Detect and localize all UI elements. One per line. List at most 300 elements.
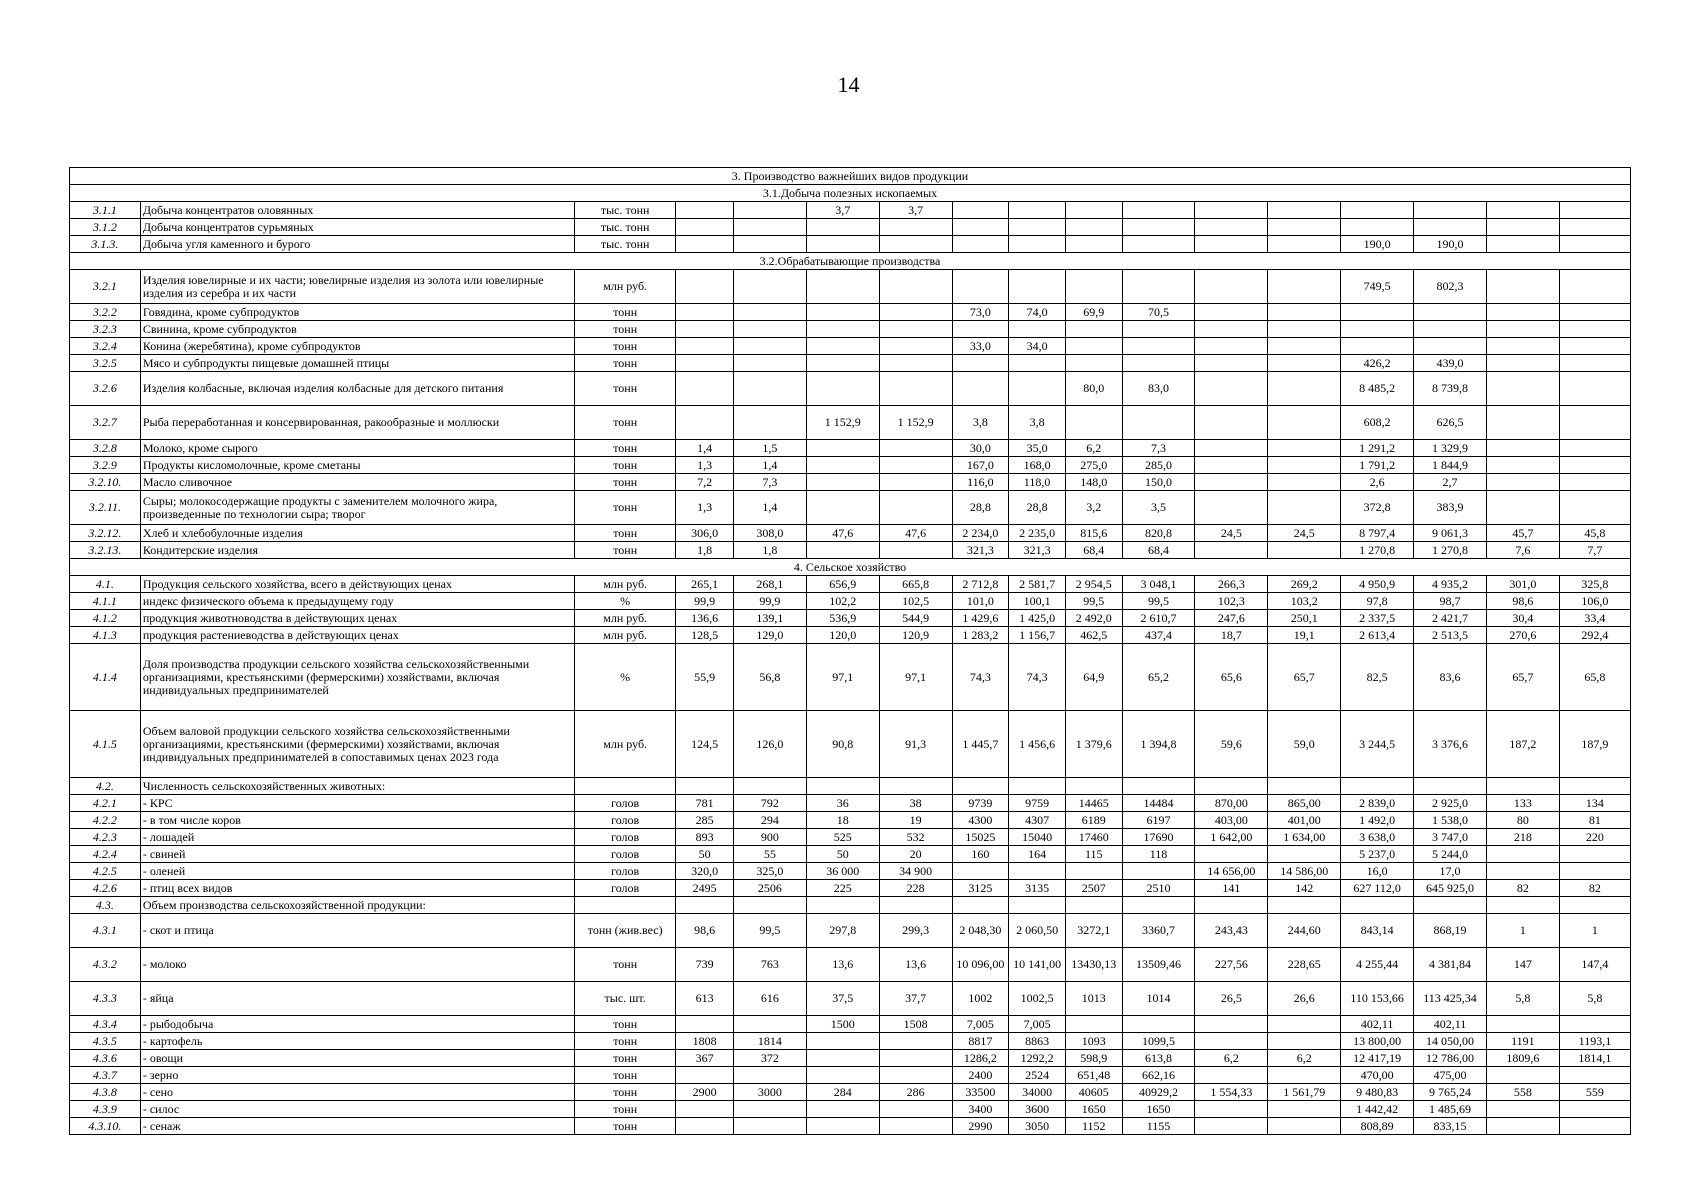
value-cell: 47,6 [879, 525, 952, 542]
value-cell: 28,8 [952, 491, 1009, 525]
row-unit: млн руб. [575, 711, 676, 778]
value-cell: 284 [806, 1084, 879, 1101]
row-code: 4.2.2 [70, 812, 141, 829]
value-cell: 626,5 [1414, 406, 1487, 440]
value-cell: 2990 [952, 1118, 1009, 1135]
value-cell [1414, 202, 1487, 219]
value-cell [879, 321, 952, 338]
value-cell: 17460 [1065, 829, 1122, 846]
value-cell [806, 440, 879, 457]
value-cell [1195, 202, 1268, 219]
row-unit: тонн [575, 457, 676, 474]
value-cell [1195, 304, 1268, 321]
value-cell: 10 096,00 [952, 948, 1009, 982]
row-name: - птиц всех видов [140, 880, 574, 897]
value-cell [879, 897, 952, 914]
value-cell: 1 844,9 [1414, 457, 1487, 474]
value-cell: 1 554,33 [1195, 1084, 1268, 1101]
row-unit: тонн [575, 1067, 676, 1084]
value-cell: 792 [733, 795, 806, 812]
value-cell [1486, 474, 1559, 491]
value-cell [1486, 440, 1559, 457]
value-cell [1195, 321, 1268, 338]
value-cell [806, 491, 879, 525]
value-cell [676, 236, 734, 253]
value-cell: 1650 [1122, 1101, 1195, 1118]
value-cell: 865,00 [1268, 795, 1341, 812]
row-unit: голов [575, 829, 676, 846]
value-cell: 228 [879, 880, 952, 897]
row-unit: тонн [575, 406, 676, 440]
value-cell [676, 1118, 734, 1135]
value-cell [1065, 406, 1122, 440]
value-cell: 833,15 [1414, 1118, 1487, 1135]
value-cell: 55,9 [676, 644, 734, 711]
value-cell: 9759 [1009, 795, 1066, 812]
value-cell: 74,0 [1009, 304, 1066, 321]
value-cell: 99,9 [676, 593, 734, 610]
row-code: 4.1.1 [70, 593, 141, 610]
value-cell [1268, 440, 1341, 457]
value-cell: 1292,2 [1009, 1050, 1066, 1067]
value-cell: 1 156,7 [1009, 627, 1066, 644]
value-cell [806, 372, 879, 406]
value-cell: 139,1 [733, 610, 806, 627]
value-cell: 269,2 [1268, 576, 1341, 593]
value-cell: 80 [1486, 812, 1559, 829]
value-cell: 893 [676, 829, 734, 846]
value-cell: 616 [733, 982, 806, 1016]
value-cell: 150,0 [1122, 474, 1195, 491]
value-cell [879, 457, 952, 474]
value-cell: 80,0 [1065, 372, 1122, 406]
value-cell: 1,4 [733, 457, 806, 474]
row-name: Рыба переработанная и консервированная, ракообразные и моллюски [140, 406, 574, 440]
value-cell [1122, 355, 1195, 372]
row-unit: тонн (жив.вес) [575, 914, 676, 948]
value-cell: 64,9 [1065, 644, 1122, 711]
value-cell [1486, 1067, 1559, 1084]
table-row [70, 593, 1631, 610]
value-cell [879, 219, 952, 236]
value-cell: 5,8 [1559, 982, 1630, 1016]
value-cell [1559, 338, 1630, 355]
value-cell: 33,0 [952, 338, 1009, 355]
value-cell [1414, 304, 1487, 321]
value-cell [1268, 542, 1341, 559]
value-cell [676, 219, 734, 236]
value-cell [1486, 202, 1559, 219]
table-row [70, 1016, 1631, 1033]
value-cell: 1 283,2 [952, 627, 1009, 644]
value-cell [1009, 778, 1066, 795]
value-cell: 101,0 [952, 593, 1009, 610]
value-cell [733, 778, 806, 795]
value-cell: 81 [1559, 812, 1630, 829]
value-cell [1268, 491, 1341, 525]
value-cell: 99,5 [1065, 593, 1122, 610]
table-row [70, 880, 1631, 897]
value-cell: 4300 [952, 812, 1009, 829]
value-cell: 1809,6 [1486, 1050, 1559, 1067]
value-cell [952, 321, 1009, 338]
value-cell: 900 [733, 829, 806, 846]
value-cell: 1 442,42 [1341, 1101, 1414, 1118]
value-cell [1009, 321, 1066, 338]
row-code: 3.1.1 [70, 202, 141, 219]
value-cell [1559, 897, 1630, 914]
value-cell: 402,11 [1414, 1016, 1487, 1033]
value-cell [1268, 321, 1341, 338]
value-cell: 6,2 [1268, 1050, 1341, 1067]
value-cell: 118 [1122, 846, 1195, 863]
table-row [70, 321, 1631, 338]
value-cell [879, 1050, 952, 1067]
table-row [70, 1033, 1631, 1050]
value-cell [806, 304, 879, 321]
value-cell [1268, 304, 1341, 321]
value-cell [1009, 372, 1066, 406]
value-cell: 2 610,7 [1122, 610, 1195, 627]
page-number: 14 [837, 72, 860, 97]
value-cell: 3600 [1009, 1101, 1066, 1118]
row-code: 4.3.3 [70, 982, 141, 1016]
value-cell [676, 1016, 734, 1033]
value-cell: 1 791,2 [1341, 457, 1414, 474]
value-cell [1559, 202, 1630, 219]
table-row [70, 202, 1631, 219]
value-cell: 1 379,6 [1065, 711, 1122, 778]
table-row [70, 778, 1631, 795]
row-name: - картофель [140, 1033, 574, 1050]
table-row [70, 406, 1631, 440]
value-cell [952, 778, 1009, 795]
value-cell: 2 513,5 [1414, 627, 1487, 644]
value-cell: 321,3 [1009, 542, 1066, 559]
value-cell: 2 337,5 [1341, 610, 1414, 627]
value-cell [1341, 304, 1414, 321]
value-cell: 20 [879, 846, 952, 863]
row-unit: голов [575, 846, 676, 863]
value-cell: 2 712,8 [952, 576, 1009, 593]
table-row [70, 627, 1631, 644]
value-cell: 2,7 [1414, 474, 1487, 491]
value-cell: 1,4 [733, 491, 806, 525]
value-cell [1268, 1033, 1341, 1050]
row-code: 3.2.12. [70, 525, 141, 542]
value-cell: 15025 [952, 829, 1009, 846]
value-cell [952, 897, 1009, 914]
value-cell [1559, 474, 1630, 491]
value-cell: 1002 [952, 982, 1009, 1016]
value-cell: 120,0 [806, 627, 879, 644]
row-unit: голов [575, 880, 676, 897]
row-name: - КРС [140, 795, 574, 812]
row-code: 4.1.3 [70, 627, 141, 644]
value-cell [1065, 1016, 1122, 1033]
value-cell: 68,4 [1122, 542, 1195, 559]
section-header [70, 168, 1631, 185]
value-cell: 30,0 [952, 440, 1009, 457]
value-cell [1009, 897, 1066, 914]
value-cell [676, 355, 734, 372]
value-cell [1268, 1118, 1341, 1135]
value-cell: 19,1 [1268, 627, 1341, 644]
value-cell: 141 [1195, 880, 1268, 897]
value-cell [1486, 897, 1559, 914]
value-cell [879, 440, 952, 457]
value-cell [1268, 236, 1341, 253]
section-title: 3.1.Добыча полезных ископаемых [70, 185, 1631, 202]
row-name: Изделия колбасные, включая изделия колбасные для детского питания [140, 372, 574, 406]
value-cell: 536,9 [806, 610, 879, 627]
value-cell: 3,8 [952, 406, 1009, 440]
value-cell: 868,19 [1414, 914, 1487, 948]
table-row [70, 1118, 1631, 1135]
value-cell [1268, 846, 1341, 863]
value-cell: 1814 [733, 1033, 806, 1050]
value-cell: 4 255,44 [1341, 948, 1414, 982]
value-cell [1195, 474, 1268, 491]
value-cell: 33,4 [1559, 610, 1630, 627]
value-cell: 19 [879, 812, 952, 829]
value-cell: 118,0 [1009, 474, 1066, 491]
value-cell: 99,5 [733, 914, 806, 948]
row-code: 3.1.2 [70, 219, 141, 236]
table-row [70, 711, 1631, 778]
value-cell [733, 321, 806, 338]
value-cell: 2 954,5 [1065, 576, 1122, 593]
value-cell: 559 [1559, 1084, 1630, 1101]
value-cell: 5,8 [1486, 982, 1559, 1016]
row-name: - силос [140, 1101, 574, 1118]
value-cell: 292,4 [1559, 627, 1630, 644]
value-cell [733, 406, 806, 440]
value-cell [1122, 321, 1195, 338]
value-cell: 1 485,69 [1414, 1101, 1487, 1118]
value-cell [879, 778, 952, 795]
value-cell [1486, 270, 1559, 304]
value-cell: 187,2 [1486, 711, 1559, 778]
row-unit: тыс. тонн [575, 202, 676, 219]
value-cell: 187,9 [1559, 711, 1630, 778]
table-row [70, 948, 1631, 982]
row-code: 3.2.1 [70, 270, 141, 304]
value-cell: 98,6 [676, 914, 734, 948]
table-row [70, 1050, 1631, 1067]
row-name: - зерно [140, 1067, 574, 1084]
value-cell: 4 950,9 [1341, 576, 1414, 593]
table-row [70, 525, 1631, 542]
value-cell [1414, 778, 1487, 795]
value-cell [1009, 202, 1066, 219]
value-cell [1268, 1067, 1341, 1084]
table-row [70, 355, 1631, 372]
value-cell: 37,5 [806, 982, 879, 1016]
table-row [70, 829, 1631, 846]
value-cell: 90,8 [806, 711, 879, 778]
value-cell: 250,1 [1268, 610, 1341, 627]
value-cell [1559, 1101, 1630, 1118]
value-cell: 36 000 [806, 863, 879, 880]
value-cell: 13,6 [879, 948, 952, 982]
value-cell: 34000 [1009, 1084, 1066, 1101]
row-name: Добыча концентратов сурьмяных [140, 219, 574, 236]
value-cell: 133 [1486, 795, 1559, 812]
value-cell: 820,8 [1122, 525, 1195, 542]
row-unit: тонн [575, 948, 676, 982]
row-name: Добыча угля каменного и бурого [140, 236, 574, 253]
value-cell: 74,3 [1009, 644, 1066, 711]
value-cell [1065, 236, 1122, 253]
value-cell [733, 219, 806, 236]
value-cell: 83,6 [1414, 644, 1487, 711]
value-cell [806, 1101, 879, 1118]
value-cell [1195, 236, 1268, 253]
row-unit: млн руб. [575, 270, 676, 304]
value-cell: 13 800,00 [1341, 1033, 1414, 1050]
value-cell: 14 050,00 [1414, 1033, 1487, 1050]
table-row [70, 304, 1631, 321]
row-name: - сенаж [140, 1118, 574, 1135]
value-cell [1559, 304, 1630, 321]
value-cell [1195, 219, 1268, 236]
value-cell: 815,6 [1065, 525, 1122, 542]
value-cell: 2 613,4 [1341, 627, 1414, 644]
value-cell [1268, 1101, 1341, 1118]
value-cell [1195, 1101, 1268, 1118]
value-cell: 82,5 [1341, 644, 1414, 711]
value-cell: 656,9 [806, 576, 879, 593]
row-code: 3.2.11. [70, 491, 141, 525]
value-cell: 2 421,7 [1414, 610, 1487, 627]
value-cell: 65,2 [1122, 644, 1195, 711]
section-title: 3.2.Обрабатывающие производства [70, 253, 1631, 270]
value-cell: 3,7 [806, 202, 879, 219]
table-row [70, 863, 1631, 880]
row-unit: тонн [575, 440, 676, 457]
value-cell: 14465 [1065, 795, 1122, 812]
value-cell: 244,60 [1268, 914, 1341, 948]
value-cell: 308,0 [733, 525, 806, 542]
value-cell [1122, 778, 1195, 795]
row-code: 4.3.10. [70, 1118, 141, 1135]
row-unit: тонн [575, 321, 676, 338]
value-cell: 55 [733, 846, 806, 863]
value-cell: 843,14 [1341, 914, 1414, 948]
row-name: индекс физического объема к предыдущему году [140, 593, 574, 610]
value-cell: 247,6 [1195, 610, 1268, 627]
row-unit: голов [575, 863, 676, 880]
value-cell: 167,0 [952, 457, 1009, 474]
value-cell: 1,5 [733, 440, 806, 457]
value-cell [1195, 406, 1268, 440]
value-cell [879, 338, 952, 355]
value-cell: 7,7 [1559, 542, 1630, 559]
value-cell: 36 [806, 795, 879, 812]
row-unit: тыс. тонн [575, 236, 676, 253]
value-cell: 218 [1486, 829, 1559, 846]
value-cell: 99,5 [1122, 593, 1195, 610]
value-cell: 68,4 [1065, 542, 1122, 559]
value-cell [1195, 1067, 1268, 1084]
value-cell: 2400 [952, 1067, 1009, 1084]
table-row [70, 795, 1631, 812]
value-cell: 1 561,79 [1268, 1084, 1341, 1101]
value-cell [1414, 321, 1487, 338]
value-cell [1122, 236, 1195, 253]
value-cell: 613 [676, 982, 734, 1016]
row-code: 3.2.3 [70, 321, 141, 338]
table-row [70, 270, 1631, 304]
value-cell: 439,0 [1414, 355, 1487, 372]
value-cell: 321,3 [952, 542, 1009, 559]
row-name: - молоко [140, 948, 574, 982]
value-cell [1341, 778, 1414, 795]
value-cell [1486, 1118, 1559, 1135]
value-cell [806, 542, 879, 559]
value-cell: 1013 [1065, 982, 1122, 1016]
value-cell [1065, 897, 1122, 914]
value-cell: 3,8 [1009, 406, 1066, 440]
value-cell: 65,8 [1559, 644, 1630, 711]
value-cell: 426,2 [1341, 355, 1414, 372]
row-code: 4.2.5 [70, 863, 141, 880]
row-unit: тонн [575, 304, 676, 321]
value-cell [1065, 355, 1122, 372]
value-cell [1009, 219, 1066, 236]
row-code: 4.2.4 [70, 846, 141, 863]
value-cell [1341, 321, 1414, 338]
row-unit: млн руб. [575, 610, 676, 627]
value-cell: 225 [806, 880, 879, 897]
value-cell [676, 304, 734, 321]
value-cell: 525 [806, 829, 879, 846]
row-unit: тыс. шт. [575, 982, 676, 1016]
value-cell [1486, 778, 1559, 795]
value-cell [806, 897, 879, 914]
value-cell: 45,8 [1559, 525, 1630, 542]
value-cell [1195, 338, 1268, 355]
value-cell: 35,0 [1009, 440, 1066, 457]
value-cell: 1 152,9 [806, 406, 879, 440]
value-cell: 651,48 [1065, 1067, 1122, 1084]
value-cell: 34,0 [1009, 338, 1066, 355]
value-cell: 134 [1559, 795, 1630, 812]
value-cell [1341, 897, 1414, 914]
row-name: Масло сливочное [140, 474, 574, 491]
value-cell: 1002,5 [1009, 982, 1066, 1016]
value-cell [1486, 406, 1559, 440]
value-cell: 470,00 [1341, 1067, 1414, 1084]
value-cell: 59,0 [1268, 711, 1341, 778]
value-cell: 82 [1486, 880, 1559, 897]
value-cell: 763 [733, 948, 806, 982]
value-cell [733, 372, 806, 406]
row-code: 4.1.2 [70, 610, 141, 627]
value-cell: 120,9 [879, 627, 952, 644]
value-cell [1414, 897, 1487, 914]
value-cell [1122, 270, 1195, 304]
row-unit: тонн [575, 355, 676, 372]
value-cell [1195, 372, 1268, 406]
table-row [70, 1101, 1631, 1118]
value-cell: 2510 [1122, 880, 1195, 897]
value-cell: 7,005 [952, 1016, 1009, 1033]
value-cell: 100,1 [1009, 593, 1066, 610]
value-cell: 73,0 [952, 304, 1009, 321]
value-cell: 8 739,8 [1414, 372, 1487, 406]
